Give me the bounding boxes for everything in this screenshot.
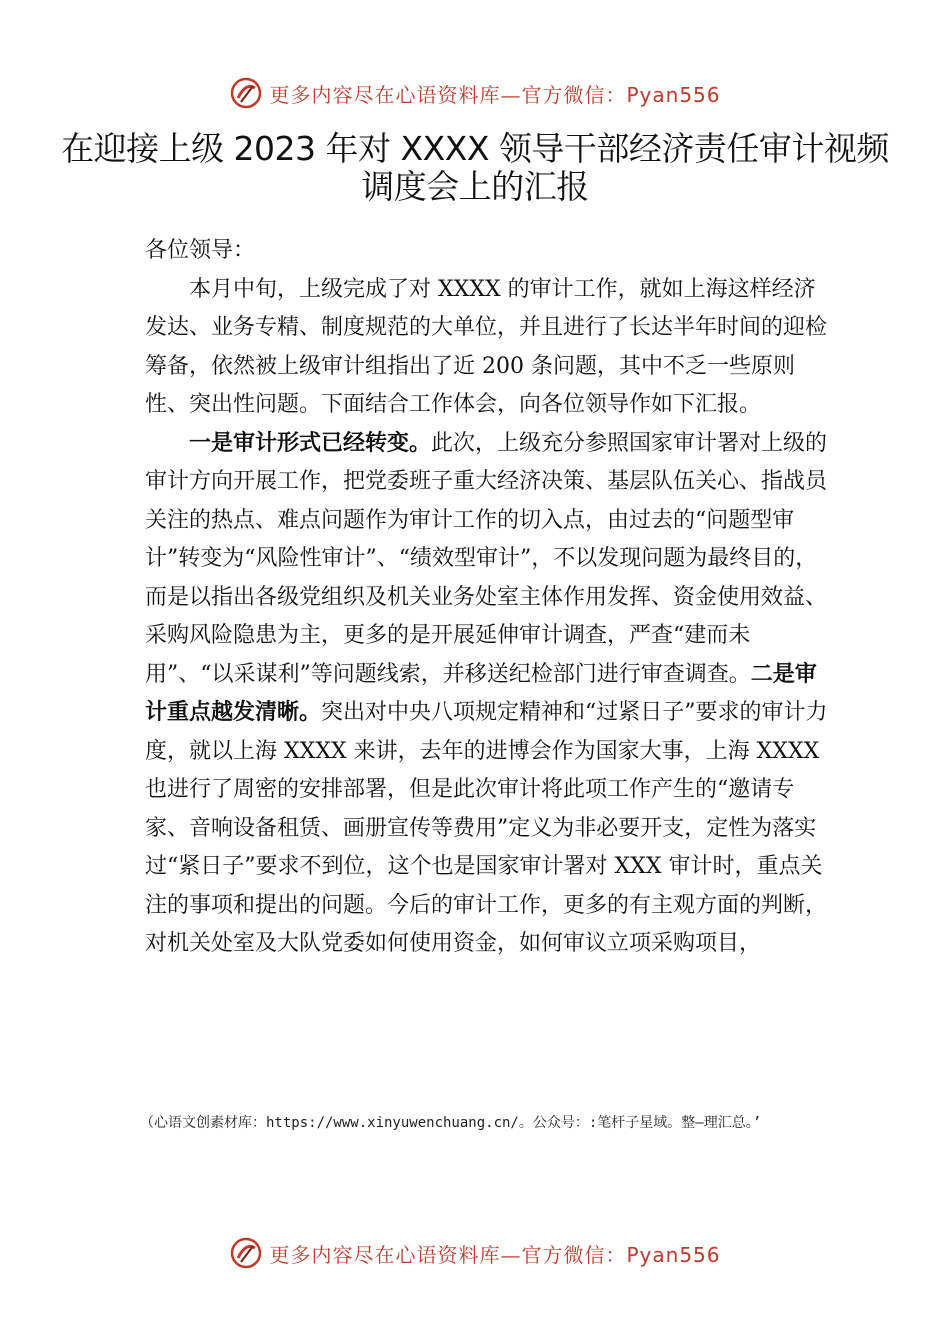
source-footnote: （心语文创素材库：https://www.xinyuwenchuang.cn/。公众号：:笔杆子星域。整—理汇总。’ — [140, 1115, 762, 1131]
paragraph-audit-focus: 突出对中央八项规定精神和“过紧日子”要求的审计力度，就以上海 XXXX 来讲，去年的进博会作为国家大事，上海 XXXX 也进行了周密的安排部署，但是此次审计将此项工作产生的“邀请专家、音响设备租赁、画册宣传等费用”定义为非必要开支，定性为落实过“紧日子”要求不到位，这个也是国家审计署对 XXX 审计时，重点关注的事项和提出的问题。今后的审计工作，更多的有主观方面的判断，对机关处室及大队党委如何使用资金，如何审议立项采购项目， — [145, 700, 828, 956]
banner-text: 更多内容尽在心语资料库—官方微信：Pyan556 — [269, 82, 721, 107]
wechat-id: Pyan556 — [626, 82, 721, 107]
paragraph-intro: 本月中旬，上级完成了对 XXXX 的审计工作，就如上海这样经济发达、业务专精、制度规范的大单位，并且进行了长达半年时间的迎检筹备，依然被上级审计组指出了近 200 条问题，其中不乏一些原则性、突出性问题。下面结合工作体会，向各位领导作如下汇报。 — [145, 276, 828, 417]
paragraph-audit-form: 此次，上级充分参照国家审计署对上级的审计方向开展工作，把党委班子重大经济决策、基层队伍关心、指战员关注的热点、难点问题作为审计工作的切入点，由过去的“问题型审计”转变为“风险性审计”、“绩效型审计”，不以发现问题为最终目的，而是以指出各级党组织及机关业务处室主体作用发挥、资金使用效益、采购风险隐患为主，更多的是开展延伸审计调查，严查“建而未用”、“以采谋利”等问题线索，并移送纪检部门进行审查调查。 — [145, 430, 828, 687]
banner-text: 更多内容尽在心语资料库—官方微信：Pyan556 — [269, 1242, 721, 1267]
salutation: 各位领导： — [145, 238, 256, 263]
brand-logo-icon — [229, 76, 263, 110]
document-body — [145, 232, 835, 964]
heading-audit-form: 一是审计形式已经转变。 — [189, 430, 432, 456]
header-banner — [0, 70, 950, 116]
heading-audit-focus: 二是审计重点越发清晰。 — [145, 661, 817, 725]
brand-logo-icon — [229, 1236, 263, 1270]
paragraph-audit — [145, 425, 835, 964]
wechat-id: Pyan556 — [626, 1242, 721, 1267]
document-title: 在迎接上级 2023 年对 XXXX 领导干部经济责任审计视频调度会上的汇报 — [61, 129, 889, 206]
footer-banner — [0, 1230, 950, 1276]
